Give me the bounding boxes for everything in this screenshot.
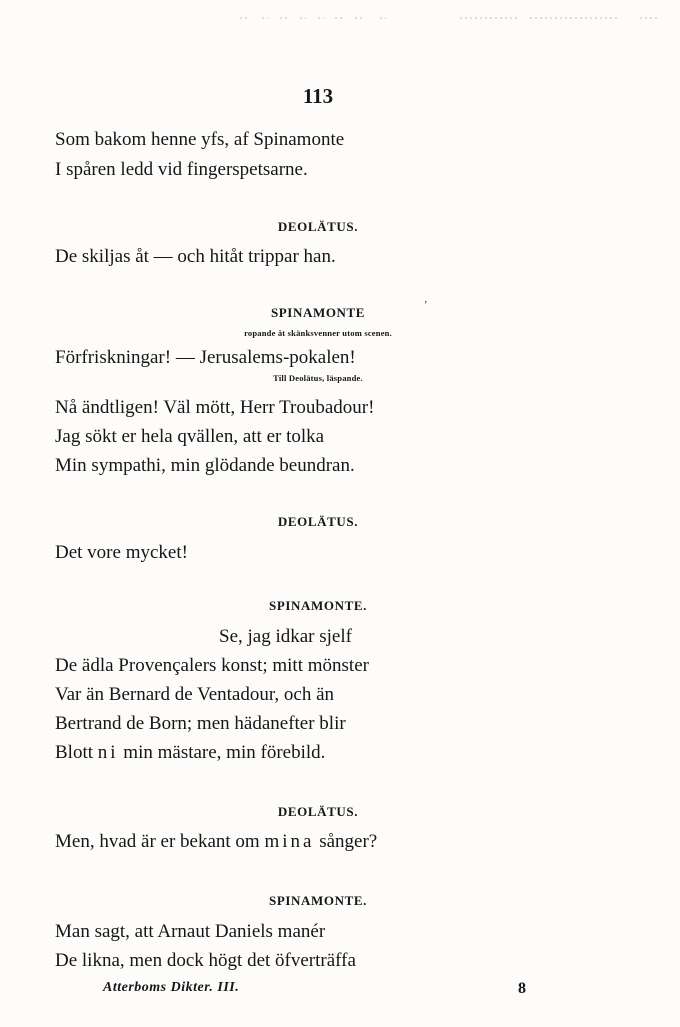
verse-line: Nå ändtligen! Väl mött, Herr Troubadour! xyxy=(55,397,375,418)
verse-line: Se, jag idkar sjelf xyxy=(219,626,352,647)
stray-mark: ʼ xyxy=(424,300,428,311)
speaker-name: DEOLÄTUS. xyxy=(277,804,359,819)
verse-fragment: min mästare, min förebild. xyxy=(123,742,326,763)
speaker-name: SPINAMONTE xyxy=(270,305,366,320)
footer-signature: Atterboms Dikter. III. xyxy=(103,980,240,995)
verse-line: Bertrand de Born; men hädanefter blir xyxy=(55,713,346,734)
verse-line: Man sagt, att Arnaut Daniels manér xyxy=(55,921,326,942)
verse-line: Min sympathi, min glödande beundran. xyxy=(55,455,355,476)
speaker-name: SPINAMONTE. xyxy=(269,598,367,613)
speaker-name: DEOLÄTUS. xyxy=(277,514,359,529)
verse-line xyxy=(55,831,377,853)
verse-line: Var än Bernard de Ventadour, och än xyxy=(55,684,335,705)
verse-line: Jag sökt er hela qvällen, att er tolka xyxy=(55,426,325,447)
verse-line: Förfriskningar! — Jerusalems-pokalen! xyxy=(55,347,356,368)
stage-direction: Till Deolätus, läspande. xyxy=(273,373,363,383)
emphasized-word: mina xyxy=(264,831,315,852)
page-number: 113 xyxy=(302,84,334,108)
verse-line xyxy=(55,742,325,764)
verse-line: Det vore mycket! xyxy=(55,542,188,563)
verse-line: De likna, men dock högt det öfverträffa xyxy=(55,950,356,971)
verse-fragment: Blott xyxy=(55,742,94,763)
verse-line: Som bakom henne yfs, af Spinamonte xyxy=(55,129,345,150)
sheet-number: 8 xyxy=(518,980,526,997)
verse-fragment: sånger? xyxy=(319,831,378,852)
top-edge-dots xyxy=(0,14,680,22)
emphasized-word: ni xyxy=(97,742,119,763)
verse-line: I spåren ledd vid fingerspetsarne. xyxy=(55,159,308,180)
verse-line: De skiljas åt — och hitåt trippar han. xyxy=(55,246,336,267)
speaker-name: DEOLÄTUS. xyxy=(277,219,359,234)
verse-line: De ädla Provençalers konst; mitt mönster xyxy=(55,655,369,676)
stage-direction: ropande åt skänksvenner utom scenen. xyxy=(244,328,392,338)
speaker-name: SPINAMONTE. xyxy=(269,893,367,908)
verse-fragment: Men, hvad är er bekant om xyxy=(55,831,260,852)
